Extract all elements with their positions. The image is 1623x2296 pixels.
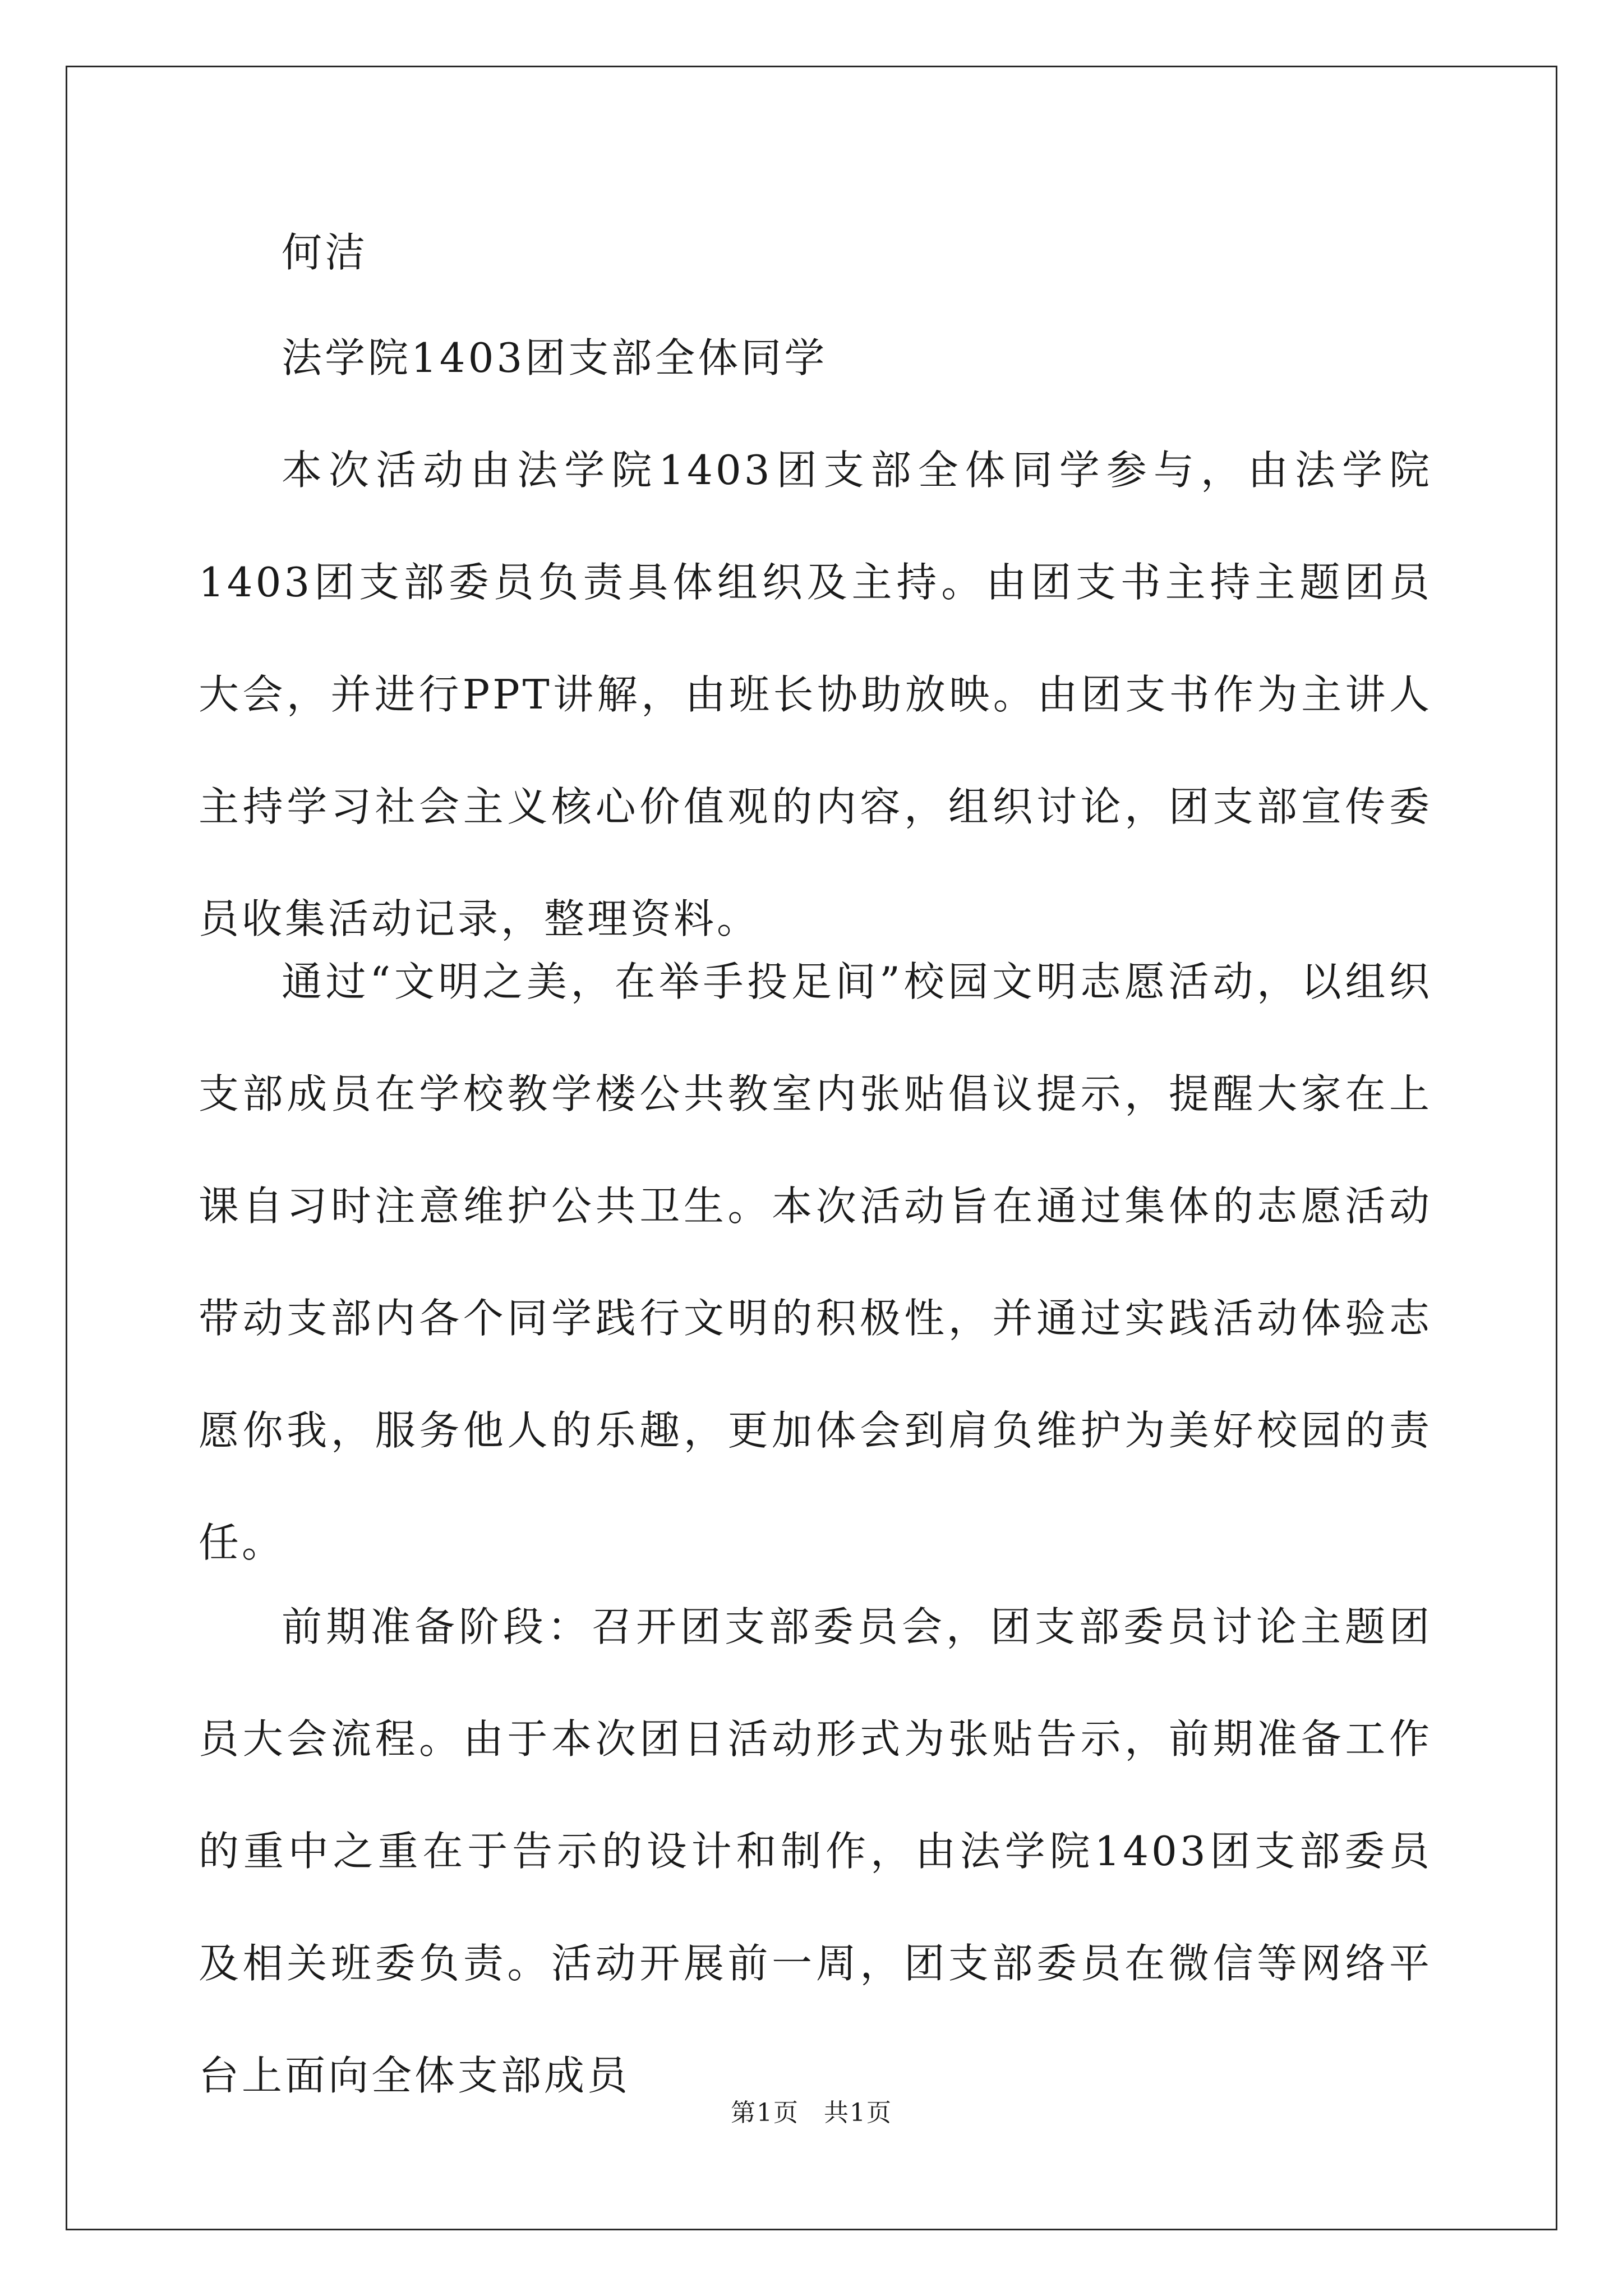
paragraph-preparation-stage: 前期准备阶段：召开团支部委员会，团支部委员讨论主题团员大会流程。由于本次团日活动形式为张贴告示，前期准备工作的重中之重在于告示的设计和制作，由法学院1403团支部委员及相关班委负责。活动开展前一周，团支部委员在微信等网络平台上面向全体支部成员: [199, 1603, 1432, 2099]
paragraph-activity-purpose: 通过“文明之美，在举手投足间”校园文明志愿活动，以组织支部成员在学校教学楼公共教室内张贴倡议提示，提醒大家在上课自习时注意维护公共卫生。本次活动旨在通过集体的志愿活动带动支部内各个同学践行文明的积极性，并通过实践活动体验志愿你我，服务他人的乐趣，更加体会到肩负维护为美好校园的责任。: [199, 958, 1432, 1566]
paragraph-organization: 本次活动由法学院1403团支部全体同学参与，由法学院1403团支部委员负责具体组织及主持。由团支书主持主题团员大会，并进行PPT讲解，由班长协助放映。由团支书作为主讲人主持学习社会主义核心价值观的内容，组织讨论，团支部宣传委员收集活动记录，整理资料。: [199, 447, 1432, 942]
page-number: 第1页: [731, 2099, 799, 2127]
page-footer: [0, 2092, 1623, 2128]
paragraph-participants: 法学院1403团支部全体同学: [282, 334, 828, 381]
paragraph-name: 何洁: [282, 229, 368, 276]
page-total: 共1页: [824, 2099, 892, 2127]
